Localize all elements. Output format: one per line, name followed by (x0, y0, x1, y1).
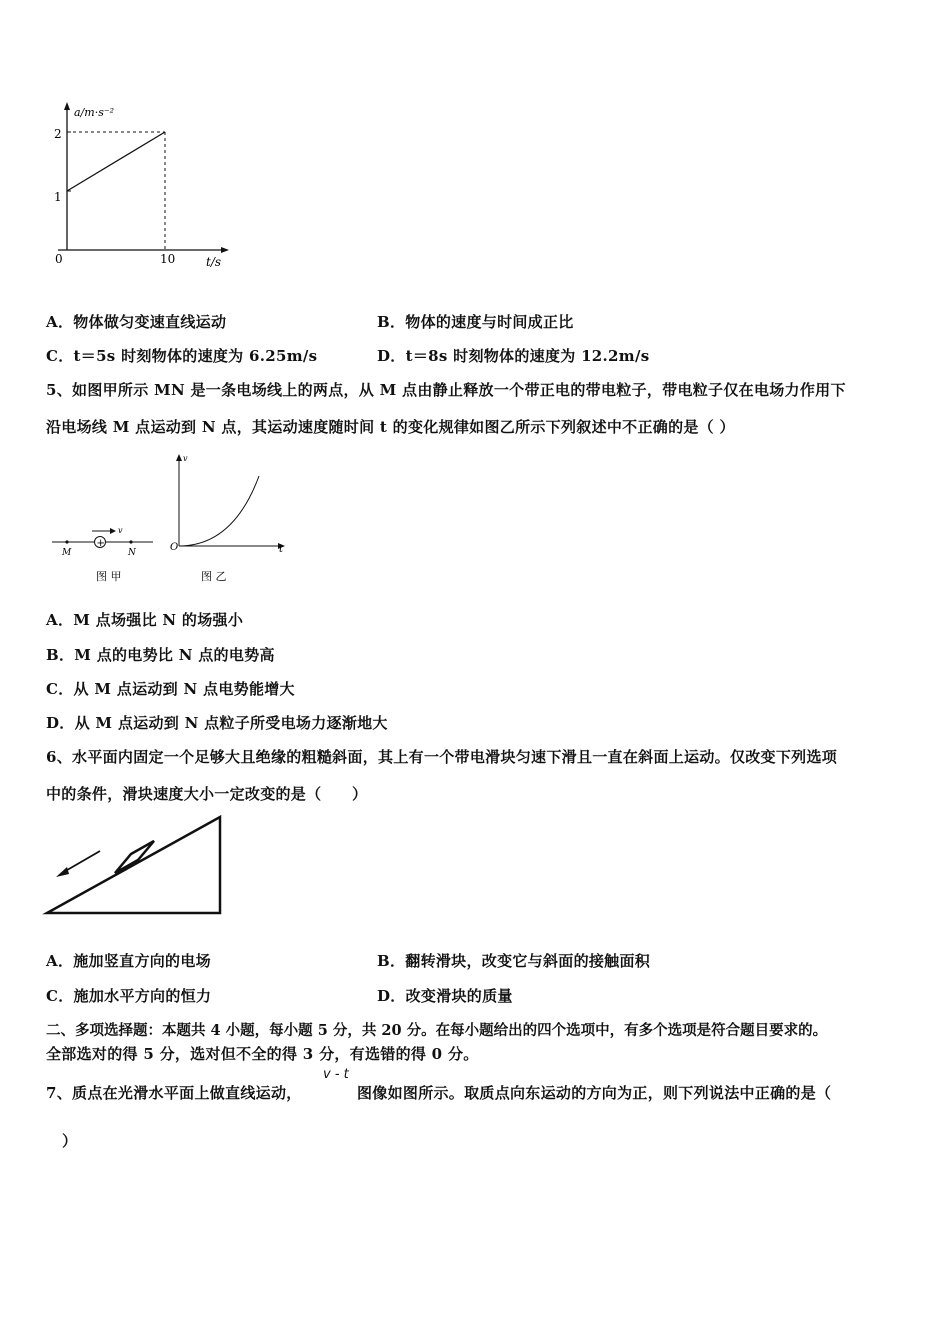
acceleration-time-graph (40, 100, 240, 275)
x-tick-0: 0 (55, 252, 63, 266)
v-label: v (183, 454, 188, 463)
q5-option-a: A．M 点场强比 N 的场强小 (46, 611, 244, 629)
q5-option-c: C．从 M 点运动到 N 点电势能增大 (46, 680, 295, 698)
point-n (129, 540, 132, 543)
origin-label: O (170, 542, 179, 553)
velocity-label: v (118, 526, 123, 535)
q6-option-a: A．施加竖直方向的电场 (46, 952, 211, 970)
q4-option-c: C．t＝5s 时刻物体的速度为 6.25m/s (46, 347, 318, 365)
q4-option-a: A．物体做匀变速直线运动 (46, 313, 227, 331)
t-label: t (279, 544, 284, 555)
y-axis-label: a/m·s⁻² (74, 106, 115, 119)
q4-option-d: D．t＝8s 时刻物体的速度为 12.2m/s (377, 347, 650, 365)
q5-option-b: B．M 点的电势比 N 点的电势高 (46, 646, 275, 664)
label-m: M (62, 548, 72, 558)
v-axis-arrow (176, 454, 182, 461)
q5-option-d: D．从 M 点运动到 N 点粒子所受电场力逐渐地大 (46, 714, 388, 732)
velocity-arrowhead (110, 528, 116, 534)
q6-stem-line1: 6、水平面内固定一个足够大且绝缘的粗糙斜面，其上有一个带电滑块匀速下滑且一直在斜面上运动。仅改变下列选项 (46, 748, 838, 766)
q5-stem-line2: 沿电场线 M 点运动到 N 点，其运动速度随时间 t 的变化规律如图乙所示下列叙述中不正确的是（ ） (46, 418, 735, 436)
q7-stem-close: ） (62, 1132, 78, 1150)
section2-header-line1: 二、多项选择题：本题共 4 小题，每小题 5 分，共 20 分。在每小题给出的四个选项中，有多个选项是符合题目要求的。 (46, 1022, 828, 1039)
incline (47, 817, 220, 913)
q6-option-d: D．改变滑块的质量 (377, 987, 513, 1005)
acceleration-line (67, 132, 165, 191)
y-tick-2: 2 (54, 127, 62, 141)
q5-figure-b (163, 450, 293, 590)
q6-option-c: C．施加水平方向的恒力 (46, 987, 212, 1005)
q7-stem-suffix: 图像如图所示。取质点向东运动的方向为正，则下列说法中正确的是（ (357, 1084, 832, 1102)
q7-stem-prefix: 7、质点在光滑水平面上做直线运动， (46, 1084, 302, 1102)
point-m (65, 540, 68, 543)
y-axis-arrow (64, 102, 70, 110)
figure-b-caption: 图 乙 (201, 570, 227, 583)
q6-option-b: B．翻转滑块，改变它与斜面的接触面积 (377, 952, 651, 970)
q5-stem-line1: 5、如图甲所示 MN 是一条电场线上的两点，从 M 点由静止释放一个带正电的带电粒子，带电粒子仅在电场力作用下 (46, 381, 846, 399)
x-axis-arrow (221, 247, 229, 253)
figure-a-caption: 图 甲 (96, 570, 122, 583)
y-tick-1: 1 (54, 190, 62, 204)
charge-sign: + (96, 538, 105, 549)
velocity-curve (179, 476, 259, 546)
q5-figure-a (48, 518, 158, 588)
slide-direction-arrowhead (56, 867, 69, 877)
label-n: N (128, 548, 136, 558)
q6-incline-figure (40, 812, 230, 922)
section2-header-line2: 全部选对的得 5 分，选对但不全的得 3 分，有选错的得 0 分。 (46, 1045, 479, 1063)
q7-vt-symbol: v - t (323, 1067, 349, 1082)
q6-stem-line2: 中的条件，滑块速度大小一定改变的是（ ） (46, 785, 368, 803)
x-axis-label: t/s (206, 255, 222, 269)
x-tick-10: 10 (160, 252, 176, 266)
q4-option-b: B．物体的速度与时间成正比 (377, 313, 574, 331)
